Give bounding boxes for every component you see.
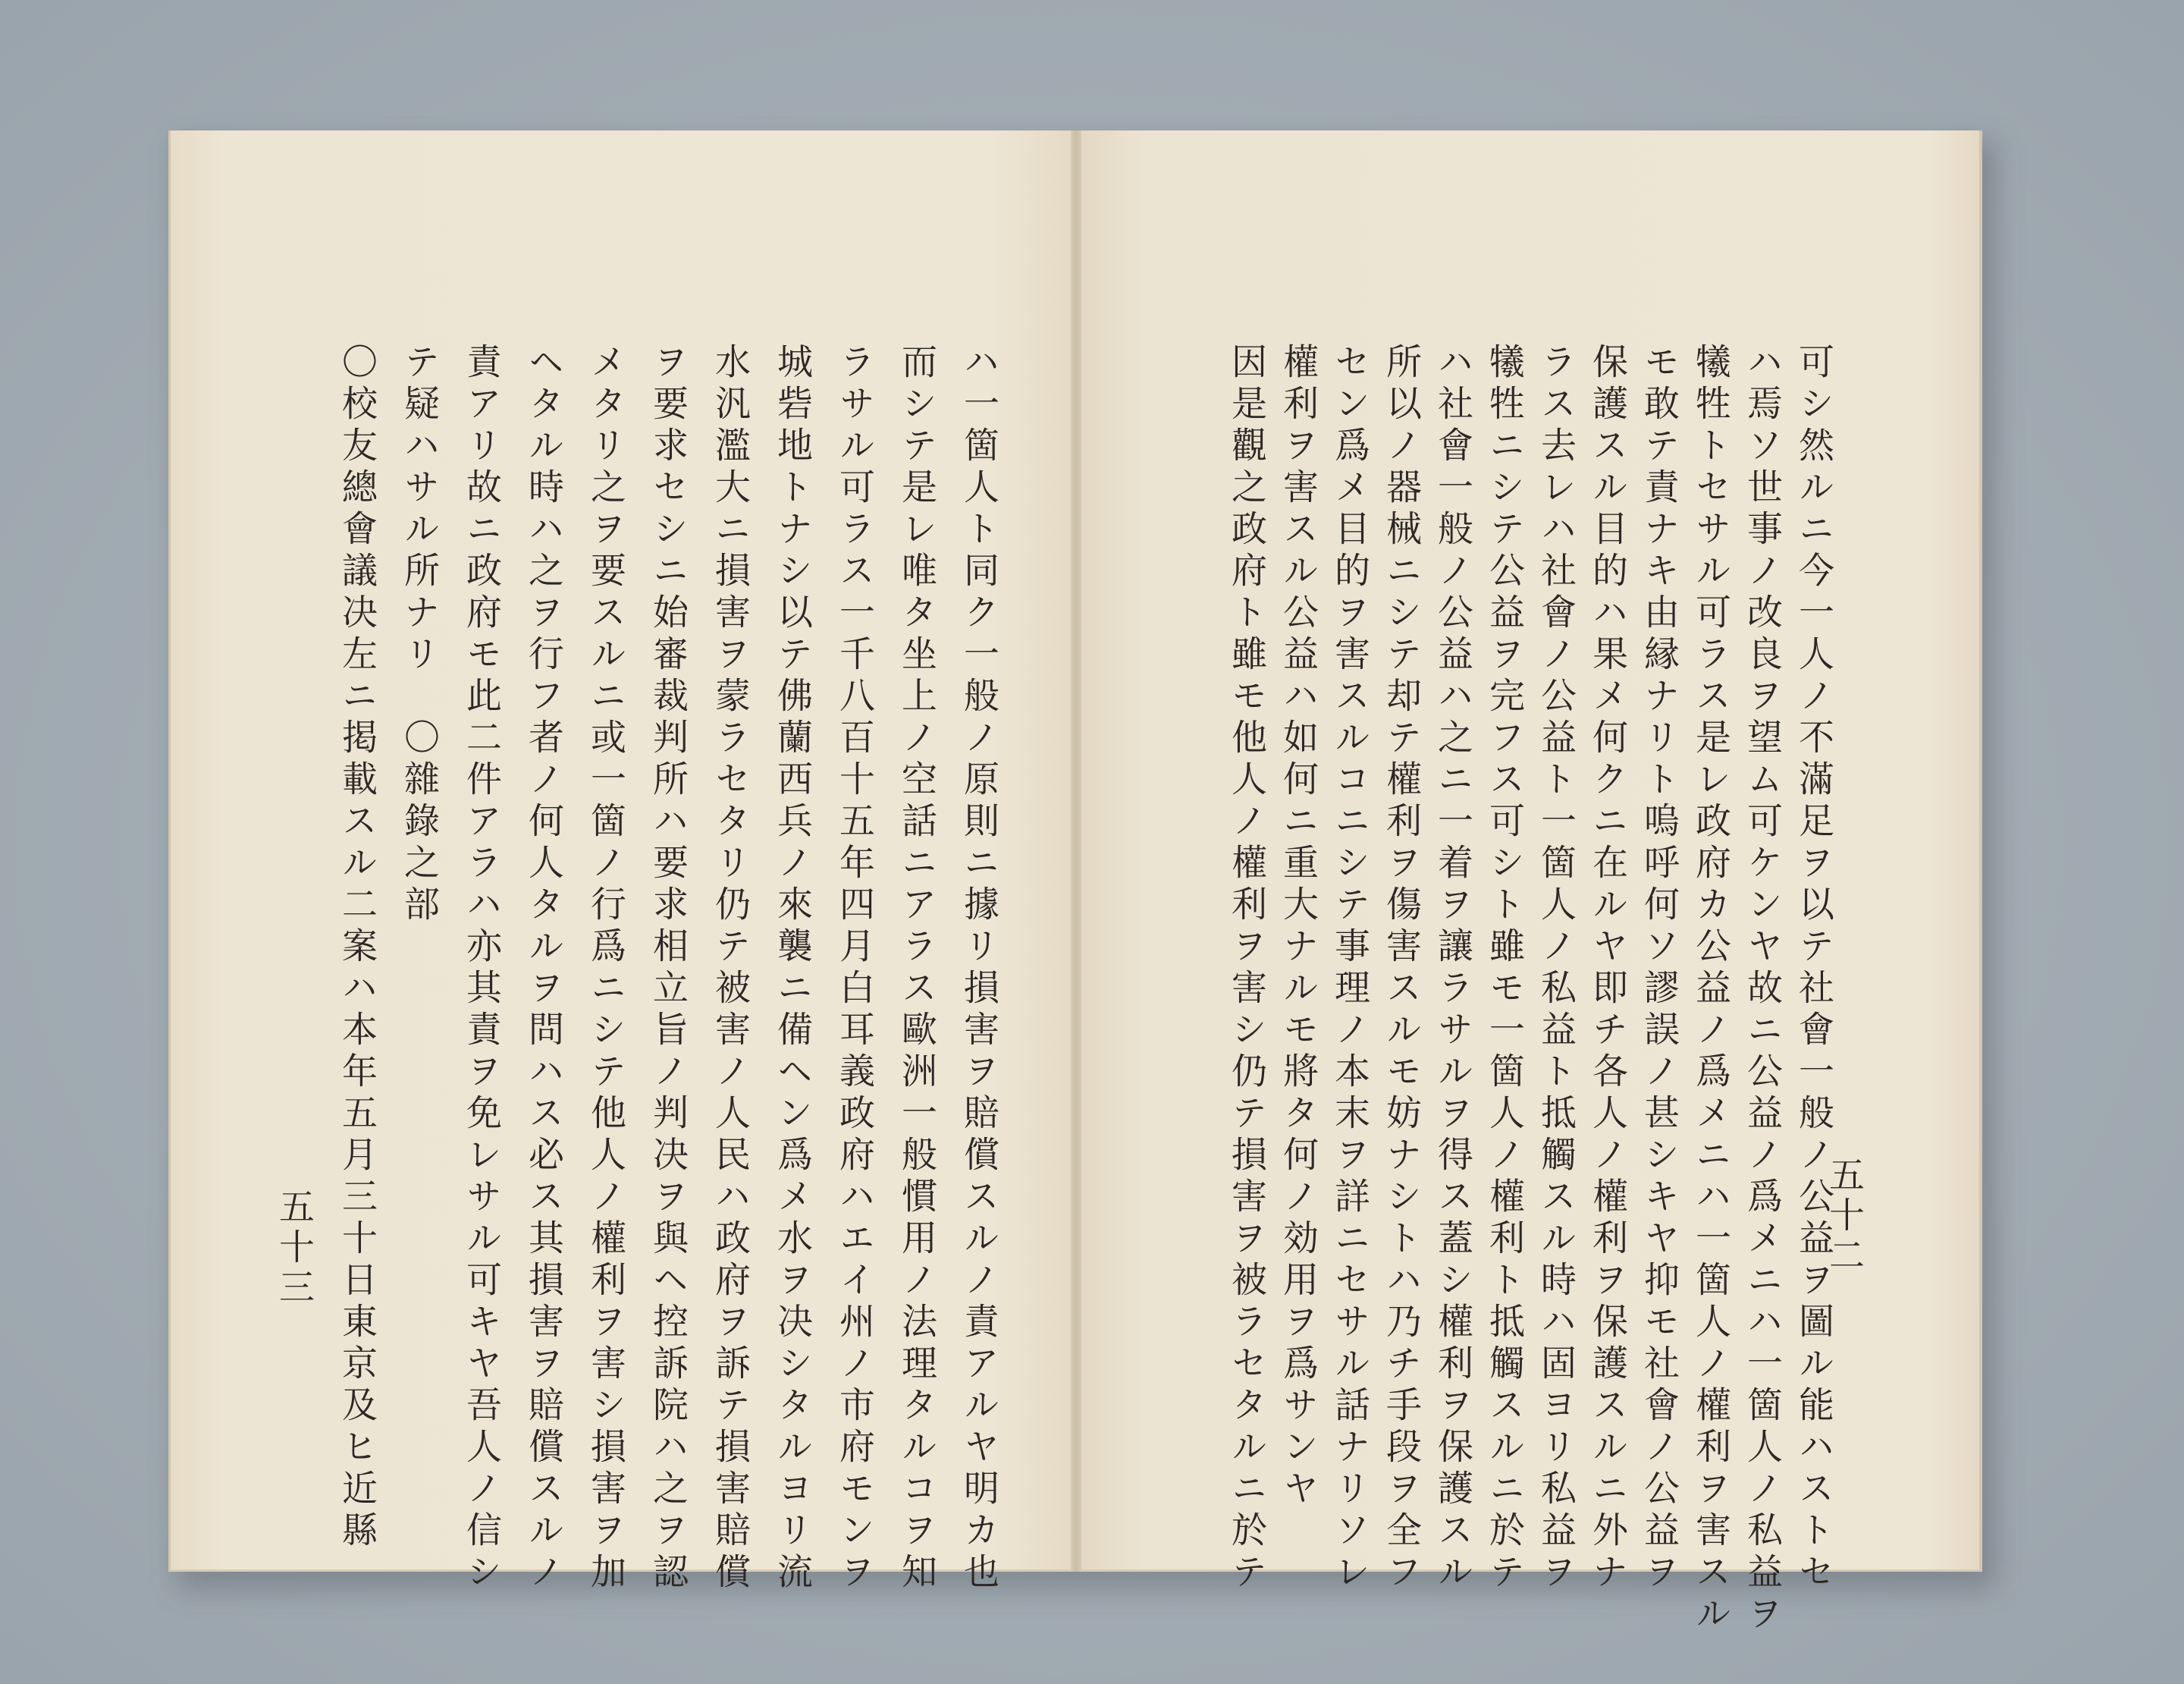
right-column-4: モ敢テ責ナキ由縁ナリト嗚呼何ソ謬誤ノ甚シキヤ抑モ社會ノ公益ヲ xyxy=(1638,343,1680,1594)
right-page-number: 五十二 xyxy=(1823,1156,1865,1277)
right-column-7: 犧牲ニシテ公益ヲ完フス可シト雖モ一箇人ノ權利ト抵觸スルニ於テ xyxy=(1483,343,1525,1594)
left-column-1: ハ一箇人ト同ク一般ノ原則ニ據リ損害ヲ賠償スルノ責アルヤ明カ也 xyxy=(958,343,999,1594)
left-column-3: ラサル可ラス一千八百十五年四月白耳義政府ハエイ州ノ市府モンヲ xyxy=(833,343,875,1594)
right-column-6: ラス去レハ社會ノ公益ト一箇人ノ私益ト抵觸スル時ハ固ヨリ私益ヲ xyxy=(1535,343,1577,1594)
right-column-12: 因是觀之政府ト雖モ他人ノ權利ヲ害シ仍テ損害ヲ被ラセタルニ於テ xyxy=(1225,343,1267,1594)
left-column-7: メタリ之ヲ要スルニ或一箇ノ行爲ニシテ他人ノ權利ヲ害シ損害ヲ加 xyxy=(585,343,626,1594)
left-column-5: 水汎濫大ニ損害ヲ蒙ラセタリ仍テ被害ノ人民ハ政府ヲ訴テ損害賠償 xyxy=(709,343,751,1594)
left-column-9: 責アリ故ニ政府モ此二件アラハ亦其責ヲ免レサル可キヤ吾人ノ信シ xyxy=(460,343,502,1594)
left-column-4: 城砦地トナシ以テ佛蘭西兵ノ來襲ニ備ヘン爲メ水ヲ决シタルヨリ流 xyxy=(771,343,813,1594)
left-column-10: テ疑ハサル所ナリ 〇雜錄之部 xyxy=(398,343,440,927)
left-column-11: 〇校友總會議决左ニ掲載スル二案ハ本年五月三十日東京及ヒ近縣 xyxy=(336,343,378,1553)
left-page-number: 五十三 xyxy=(273,1188,315,1309)
right-column-3: 犧牲トセサル可ラス是レ政府カ公益ノ爲メニハ一箇人ノ權利ヲ害スル xyxy=(1690,343,1731,1636)
left-column-2: 而シテ是レ唯タ坐上ノ空話ニアラス歐洲一般慣用ノ法理タルコヲ知 xyxy=(896,343,937,1594)
right-column-10: セン爲メ目的ヲ害スルコニシテ事理ノ本末ヲ詳ニセサル話ナリソレ xyxy=(1329,343,1370,1594)
left-column-8: ヘタル時ハ之ヲ行フ者ノ何人タルヲ問ハス必ス其損害ヲ賠償スルノ xyxy=(522,343,564,1594)
book-gutter xyxy=(1071,130,1081,1572)
right-column-11: 權利ヲ害スル公益ハ如何ニ重大ナルモ將タ何ノ効用ヲ爲サンヤ xyxy=(1277,343,1319,1511)
right-column-2: ハ焉ソ世事ノ改良ヲ望ム可ケンヤ故ニ公益ノ爲メニハ一箇人ノ私益ヲ xyxy=(1741,343,1783,1636)
right-column-9: 所以ノ器械ニシテ却テ權利ヲ傷害スルモ妨ナシトハ乃チ手段ヲ全フ xyxy=(1380,343,1422,1594)
right-column-8: ハ社會一般ノ公益ハ之ニ一着ヲ讓ラサルヲ得ス蓋シ權利ヲ保護スル xyxy=(1432,343,1473,1594)
left-column-6: ヲ要求セシニ始審裁判所ハ要求相立旨ノ判决ヲ與ヘ控訴院ハ之ヲ認 xyxy=(647,343,689,1594)
right-column-1: 可シ然ルニ今一人ノ不滿足ヲ以テ社會一般ノ公益ヲ圖ル能ハストセ xyxy=(1793,343,1834,1594)
left-page-text xyxy=(317,343,1001,1594)
right-page-text xyxy=(1169,343,1836,1636)
right-column-5: 保護スル目的ハ果メ何クニ在ルヤ即チ各人ノ權利ヲ保護スルニ外ナ xyxy=(1586,343,1628,1594)
